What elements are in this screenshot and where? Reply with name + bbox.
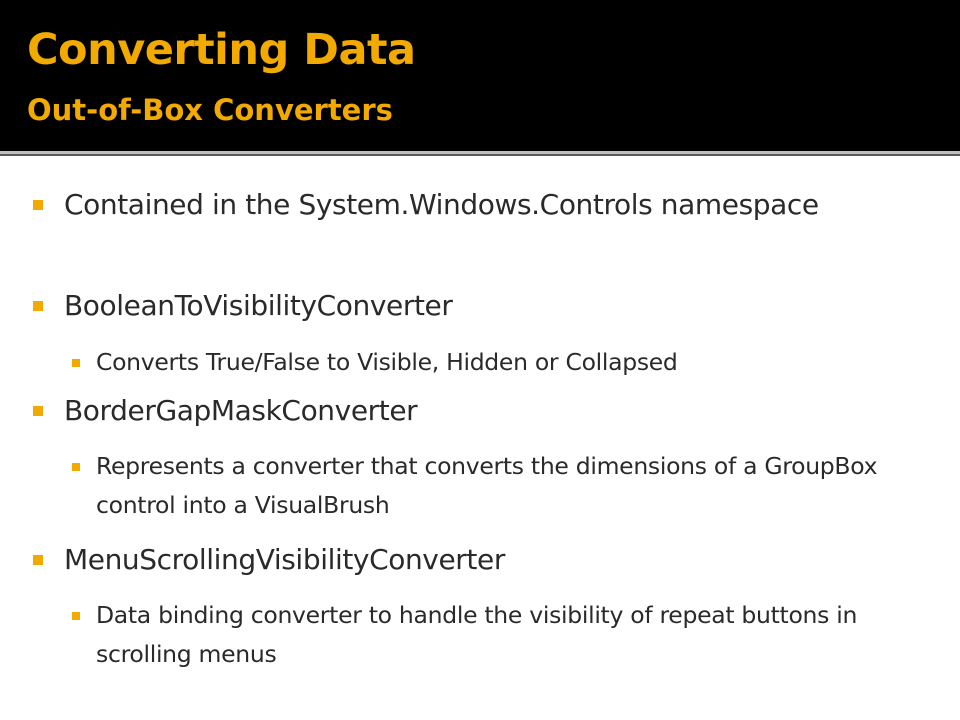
bullet-list [0, 156, 960, 720]
sub-bullet-text: Data binding converter to handle the visibility of repeat buttons in scrolling menus [96, 601, 858, 668]
sub-bullet-text: Represents a converter that converts the dimensions of a GroupBox control into a VisualBrush [96, 452, 878, 519]
square-bullet-icon [33, 406, 43, 416]
slide-subtitle: Out-of-Box Converters [27, 93, 393, 127]
bullet-text: BorderGapMaskConverter [64, 394, 418, 427]
square-bullet-icon [33, 555, 43, 565]
title-area [0, 0, 960, 151]
square-bullet-icon [72, 612, 80, 620]
bullet-text: BooleanToVisibilityConverter [64, 289, 453, 322]
slide-title: Converting Data [27, 25, 416, 75]
square-bullet-icon [33, 200, 43, 210]
bullet-text: Contained in the System.Windows.Controls namespace [64, 188, 819, 221]
sub-bullet-text: Converts True/False to Visible, Hidden or Collapsed [96, 348, 678, 376]
square-bullet-icon [33, 301, 43, 311]
bullet-text: MenuScrollingVisibilityConverter [64, 543, 505, 576]
square-bullet-icon [72, 463, 80, 471]
content-area [0, 156, 960, 720]
square-bullet-icon [72, 359, 80, 367]
